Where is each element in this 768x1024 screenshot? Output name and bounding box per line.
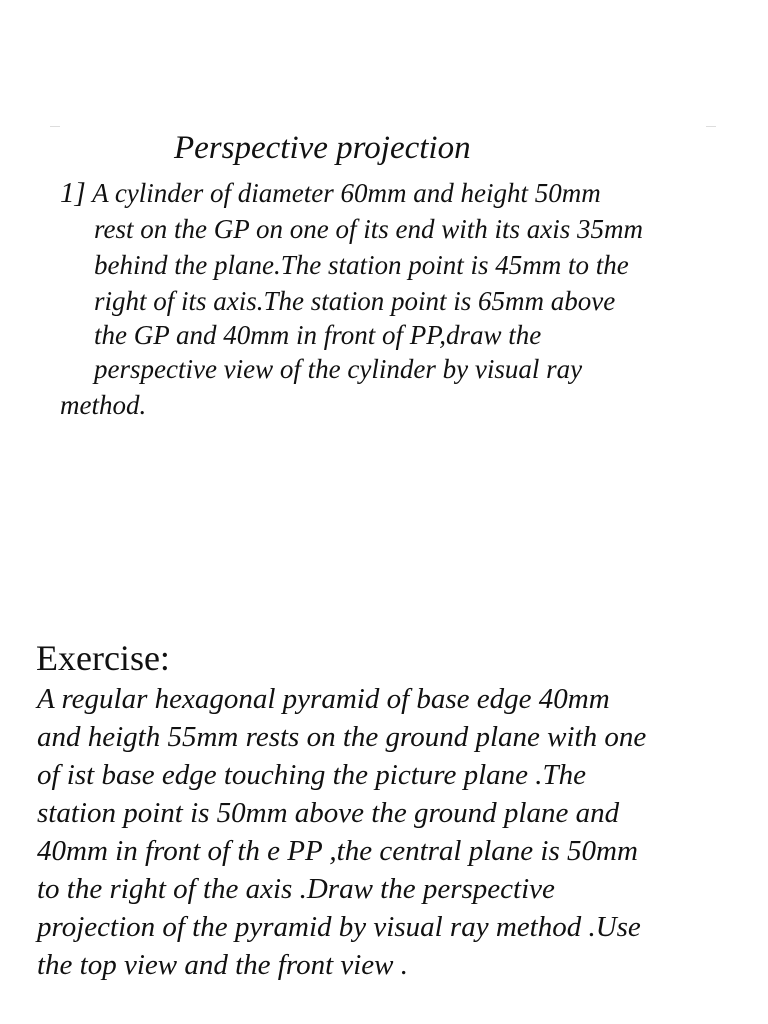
page-corner-mark-right (706, 126, 716, 127)
exercise-line-1: A regular hexagonal pyramid of base edge 40mm (37, 683, 610, 715)
document-title: Perspective projection (174, 130, 471, 166)
exercise-line-2: and heigth 55mm rests on the ground plane with one (37, 721, 647, 753)
exercise-line-7: projection of the pyramid by visual ray method .Use (37, 911, 641, 943)
exercise-line-5: 40mm in front of th e PP ,the central plane is 50mm (37, 835, 638, 867)
problem-line-7: method. (60, 390, 147, 420)
problem-line-6: perspective view of the cylinder by visual ray (94, 354, 583, 384)
problem-number: 1] (60, 177, 86, 209)
exercise-line-3: of ist base edge touching the picture plane .The (37, 759, 587, 791)
problem-text-line: A cylinder of diameter 60mm and height 50mm (92, 178, 601, 208)
problem-line-5: the GP and 40mm in front of PP,draw the (94, 320, 542, 350)
page-corner-mark-left (50, 126, 60, 127)
exercise-line-8: the top view and the front view . (37, 949, 409, 981)
exercise-heading: Exercise: (36, 638, 170, 678)
exercise-line-4: station point is 50mm above the ground plane and (37, 797, 620, 829)
problem-line-4: right of its axis.The station point is 65mm above (94, 286, 616, 316)
problem-line-1 (60, 176, 601, 210)
problem-line-3: behind the plane.The station point is 45mm to the (94, 250, 629, 280)
problem-line-2: rest on the GP on one of its end with its axis 35mm (94, 214, 643, 244)
exercise-line-6: to the right of the axis .Draw the perspective (37, 873, 555, 905)
